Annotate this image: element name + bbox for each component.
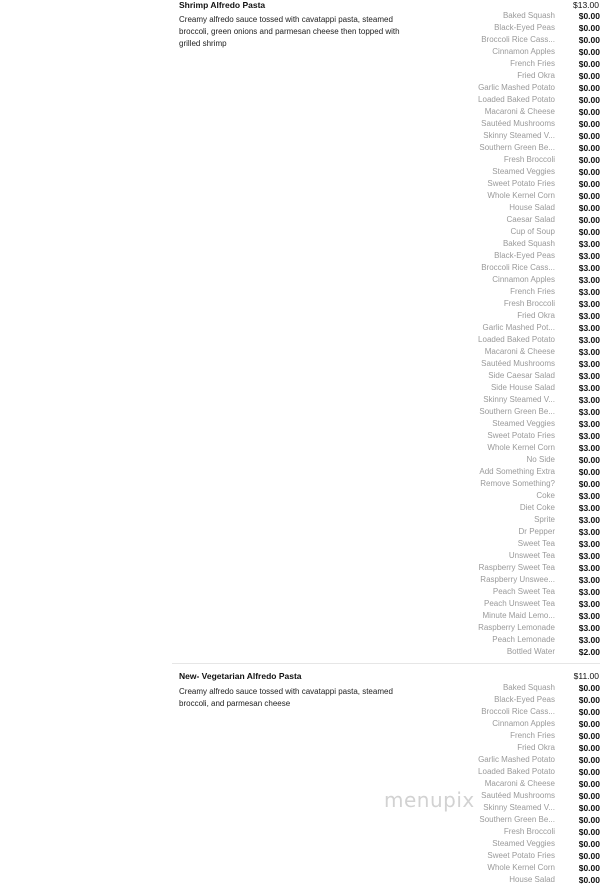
option-price: $0.00 [578, 35, 600, 45]
option-row[interactable] [440, 466, 600, 478]
option-name: Skinny Steamed V... [483, 395, 555, 404]
option-name: Broccoli Rice Cass... [481, 707, 555, 716]
option-price: $3.00 [578, 287, 600, 297]
option-price: $3.00 [578, 251, 600, 261]
option-price: $0.00 [578, 755, 600, 765]
option-row[interactable] [440, 94, 600, 106]
option-row[interactable] [440, 34, 600, 46]
option-row[interactable] [440, 850, 600, 862]
option-price: $3.00 [578, 431, 600, 441]
option-price: $3.00 [578, 551, 600, 561]
item-description: Creamy alfredo sauce tossed with cavatappi pasta, steamed broccoli, and parmesan cheese [179, 687, 393, 708]
option-price: $0.00 [578, 707, 600, 717]
option-price: $0.00 [578, 743, 600, 753]
option-name: Loaded Baked Potato [478, 335, 555, 344]
option-price: $3.00 [578, 371, 600, 381]
option-name: Sprite [534, 515, 555, 524]
option-row[interactable] [440, 238, 600, 250]
option-name: Fresh Broccoli [503, 155, 555, 164]
option-row[interactable] [440, 178, 600, 190]
option-price: $3.00 [578, 407, 600, 417]
option-name: Sautéed Mushrooms [481, 791, 555, 800]
option-name: Macaroni & Cheese [484, 347, 555, 356]
option-price: $0.00 [578, 827, 600, 837]
option-price: $3.00 [578, 623, 600, 633]
option-row[interactable] [440, 598, 600, 610]
option-price: $0.00 [578, 179, 600, 189]
option-row[interactable] [440, 646, 600, 658]
option-price: $0.00 [578, 59, 600, 69]
option-price: $3.00 [578, 587, 600, 597]
option-price: $3.00 [578, 359, 600, 369]
option-name: Skinny Steamed V... [483, 803, 555, 812]
option-name: Whole Kernel Corn [487, 191, 555, 200]
option-price: $0.00 [578, 851, 600, 861]
option-name: Peach Unsweet Tea [483, 599, 555, 608]
option-price: $3.00 [578, 527, 600, 537]
option-price: $0.00 [578, 23, 600, 33]
option-price: $0.00 [578, 467, 600, 477]
option-row[interactable] [440, 730, 600, 742]
option-name: Cup of Soup [510, 227, 555, 236]
option-price: $3.00 [578, 395, 600, 405]
option-row[interactable] [440, 166, 600, 178]
option-row[interactable] [440, 382, 600, 394]
option-row[interactable] [440, 106, 600, 118]
option-row[interactable] [440, 190, 600, 202]
option-row[interactable] [440, 430, 600, 442]
option-name: Skinny Steamed V... [483, 131, 555, 140]
option-name: Black-Eyed Peas [494, 695, 555, 704]
option-name: Garlic Mashed Potato [478, 755, 555, 764]
option-price: $0.00 [578, 479, 600, 489]
option-row[interactable] [440, 574, 600, 586]
option-name: No Side [526, 455, 555, 464]
option-price: $3.00 [578, 503, 600, 513]
option-price: $3.00 [578, 491, 600, 501]
option-price: $0.00 [578, 83, 600, 93]
option-row[interactable] [440, 718, 600, 730]
option-row[interactable] [440, 334, 600, 346]
option-price: $0.00 [578, 791, 600, 801]
option-name: Minute Maid Lemo... [482, 611, 555, 620]
option-name: Add Something Extra [479, 467, 555, 476]
option-row[interactable] [440, 274, 600, 286]
option-price: $0.00 [578, 815, 600, 825]
option-row[interactable] [440, 226, 600, 238]
option-price: $0.00 [578, 143, 600, 153]
option-name: Loaded Baked Potato [478, 95, 555, 104]
option-price: $2.00 [578, 647, 600, 657]
option-row[interactable] [440, 202, 600, 214]
option-row[interactable] [440, 358, 600, 370]
option-name: Sautéed Mushrooms [481, 359, 555, 368]
option-row[interactable] [440, 298, 600, 310]
option-row[interactable] [440, 538, 600, 550]
option-price: $3.00 [578, 347, 600, 357]
option-row[interactable] [440, 766, 600, 778]
option-price: $3.00 [578, 239, 600, 249]
option-row[interactable] [440, 502, 600, 514]
option-price: $3.00 [578, 275, 600, 285]
option-name: Broccoli Rice Cass... [481, 263, 555, 272]
option-price: $0.00 [578, 203, 600, 213]
option-name: Side Caesar Salad [488, 371, 555, 380]
option-name: Loaded Baked Potato [478, 767, 555, 776]
option-price: $3.00 [578, 299, 600, 309]
option-name: Raspberry Unswee... [480, 575, 555, 584]
option-name: Steamed Veggies [492, 167, 555, 176]
option-row[interactable] [440, 874, 600, 886]
option-name: Baked Squash [502, 683, 555, 692]
option-row[interactable] [440, 478, 600, 490]
option-name: French Fries [510, 731, 555, 740]
option-name: Whole Kernel Corn [487, 443, 555, 452]
option-name: Macaroni & Cheese [484, 779, 555, 788]
option-row[interactable] [440, 814, 600, 826]
option-price: $0.00 [578, 863, 600, 873]
option-row[interactable] [440, 250, 600, 262]
option-name: Sweet Potato Fries [487, 431, 555, 440]
option-name: Black-Eyed Peas [494, 23, 555, 32]
option-name: Southern Green Be... [479, 407, 555, 416]
option-row[interactable] [440, 826, 600, 838]
option-row[interactable] [440, 154, 600, 166]
option-price: $0.00 [578, 695, 600, 705]
option-row[interactable] [440, 838, 600, 850]
option-row[interactable] [440, 682, 600, 694]
option-row[interactable] [440, 82, 600, 94]
option-price: $3.00 [578, 599, 600, 609]
option-price: $0.00 [578, 803, 600, 813]
option-row[interactable] [440, 130, 600, 142]
option-price: $3.00 [578, 419, 600, 429]
option-row[interactable] [440, 610, 600, 622]
option-name: Coke [536, 491, 555, 500]
option-price: $0.00 [578, 683, 600, 693]
option-row[interactable] [440, 514, 600, 526]
option-price: $0.00 [578, 155, 600, 165]
option-name: Fresh Broccoli [503, 827, 555, 836]
option-row[interactable] [440, 862, 600, 874]
option-price: $0.00 [578, 839, 600, 849]
option-row[interactable] [440, 490, 600, 502]
option-name: Caesar Salad [506, 215, 555, 224]
option-row[interactable] [440, 346, 600, 358]
option-name: Steamed Veggies [492, 419, 555, 428]
item-description: Creamy alfredo sauce tossed with cavatappi pasta, steamed broccoli, green onions and parmesan cheese then topped with grilled shrimp [179, 15, 400, 48]
option-name: Side House Salad [490, 383, 555, 392]
option-row[interactable] [440, 550, 600, 562]
option-row[interactable] [440, 706, 600, 718]
option-price: $0.00 [578, 731, 600, 741]
option-row[interactable] [440, 310, 600, 322]
option-price: $3.00 [578, 635, 600, 645]
option-name: Remove Something? [480, 479, 555, 488]
option-name: Sweet Tea [517, 539, 555, 548]
option-name: Southern Green Be... [479, 143, 555, 152]
option-price: $3.00 [578, 515, 600, 525]
option-price: $0.00 [578, 779, 600, 789]
option-name: Dr Pepper [518, 527, 555, 536]
option-name: French Fries [510, 287, 555, 296]
option-row[interactable] [440, 394, 600, 406]
option-name: Peach Sweet Tea [492, 587, 555, 596]
option-price: $3.00 [578, 575, 600, 585]
option-name: House Salad [509, 203, 555, 212]
option-name: Black-Eyed Peas [494, 251, 555, 260]
option-price: $0.00 [578, 767, 600, 777]
option-price: $3.00 [578, 383, 600, 393]
option-row[interactable] [440, 70, 600, 82]
option-row[interactable] [440, 214, 600, 226]
option-name: Steamed Veggies [492, 839, 555, 848]
option-name: Garlic Mashed Pot... [482, 323, 555, 332]
option-price: $3.00 [578, 539, 600, 549]
option-name: Fried Okra [517, 311, 555, 320]
option-row[interactable] [440, 586, 600, 598]
option-name: Broccoli Rice Cass... [481, 35, 555, 44]
option-price: $3.00 [578, 311, 600, 321]
option-row[interactable] [440, 442, 600, 454]
option-row[interactable] [440, 142, 600, 154]
item-name: New- Vegetarian Alfredo Pasta [179, 671, 302, 681]
option-price: $0.00 [578, 215, 600, 225]
option-row[interactable] [440, 622, 600, 634]
option-name: Southern Green Be... [479, 815, 555, 824]
option-name: Raspberry Lemonade [478, 623, 555, 632]
item-name: Shrimp Alfredo Pasta [179, 0, 266, 10]
option-name: Unsweet Tea [508, 551, 555, 560]
option-name: Cinnamon Apples [492, 275, 555, 284]
option-name: Sweet Potato Fries [487, 179, 555, 188]
option-row[interactable] [440, 634, 600, 646]
option-price: $0.00 [578, 11, 600, 21]
option-name: French Fries [510, 59, 555, 68]
option-price: $0.00 [578, 455, 600, 465]
option-price: $0.00 [578, 191, 600, 201]
option-name: Fresh Broccoli [503, 299, 555, 308]
option-row[interactable] [440, 370, 600, 382]
option-price: $3.00 [578, 611, 600, 621]
option-price: $0.00 [578, 71, 600, 81]
option-name: Fried Okra [517, 743, 555, 752]
option-list [440, 682, 600, 886]
option-price: $0.00 [578, 875, 600, 885]
option-name: Raspberry Sweet Tea [478, 563, 555, 572]
option-row[interactable] [440, 754, 600, 766]
option-row[interactable] [440, 58, 600, 70]
option-name: Cinnamon Apples [492, 47, 555, 56]
option-row[interactable] [440, 526, 600, 538]
option-name: Baked Squash [502, 239, 555, 248]
watermark-logo: menupix [384, 788, 475, 812]
option-price: $0.00 [578, 167, 600, 177]
option-price: $0.00 [578, 95, 600, 105]
option-name: Garlic Mashed Potato [478, 83, 555, 92]
option-price: $0.00 [578, 119, 600, 129]
option-name: Bottled Water [506, 647, 555, 656]
option-name: Fried Okra [517, 71, 555, 80]
option-row[interactable] [440, 46, 600, 58]
option-name: Macaroni & Cheese [484, 107, 555, 116]
divider [172, 663, 600, 664]
option-row[interactable] [440, 694, 600, 706]
option-row[interactable] [440, 118, 600, 130]
option-price: $0.00 [578, 47, 600, 57]
option-row[interactable] [440, 22, 600, 34]
option-name: Peach Lemonade [492, 635, 555, 644]
option-price: $3.00 [578, 263, 600, 273]
option-name: House Salad [509, 875, 555, 884]
option-row[interactable] [440, 286, 600, 298]
option-row[interactable] [440, 406, 600, 418]
item-price: $13.00 [573, 0, 599, 10]
option-price: $0.00 [578, 107, 600, 117]
option-row[interactable] [440, 418, 600, 430]
option-price: $3.00 [578, 443, 600, 453]
option-name: Baked Squash [502, 11, 555, 20]
option-price: $0.00 [578, 719, 600, 729]
option-name: Diet Coke [519, 503, 555, 512]
option-row[interactable] [440, 454, 600, 466]
option-name: Sautéed Mushrooms [481, 119, 555, 128]
option-list [440, 10, 600, 658]
option-name: Whole Kernel Corn [487, 863, 555, 872]
option-price: $0.00 [578, 227, 600, 237]
option-name: Cinnamon Apples [492, 719, 555, 728]
option-name: Sweet Potato Fries [487, 851, 555, 860]
option-price: $3.00 [578, 335, 600, 345]
option-row[interactable] [440, 562, 600, 574]
option-price: $0.00 [578, 131, 600, 141]
item-price: $11.00 [573, 671, 599, 681]
option-price: $3.00 [578, 563, 600, 573]
option-row[interactable] [440, 322, 600, 334]
option-row[interactable] [440, 10, 600, 22]
option-row[interactable] [440, 262, 600, 274]
option-row[interactable] [440, 742, 600, 754]
option-price: $3.00 [578, 323, 600, 333]
